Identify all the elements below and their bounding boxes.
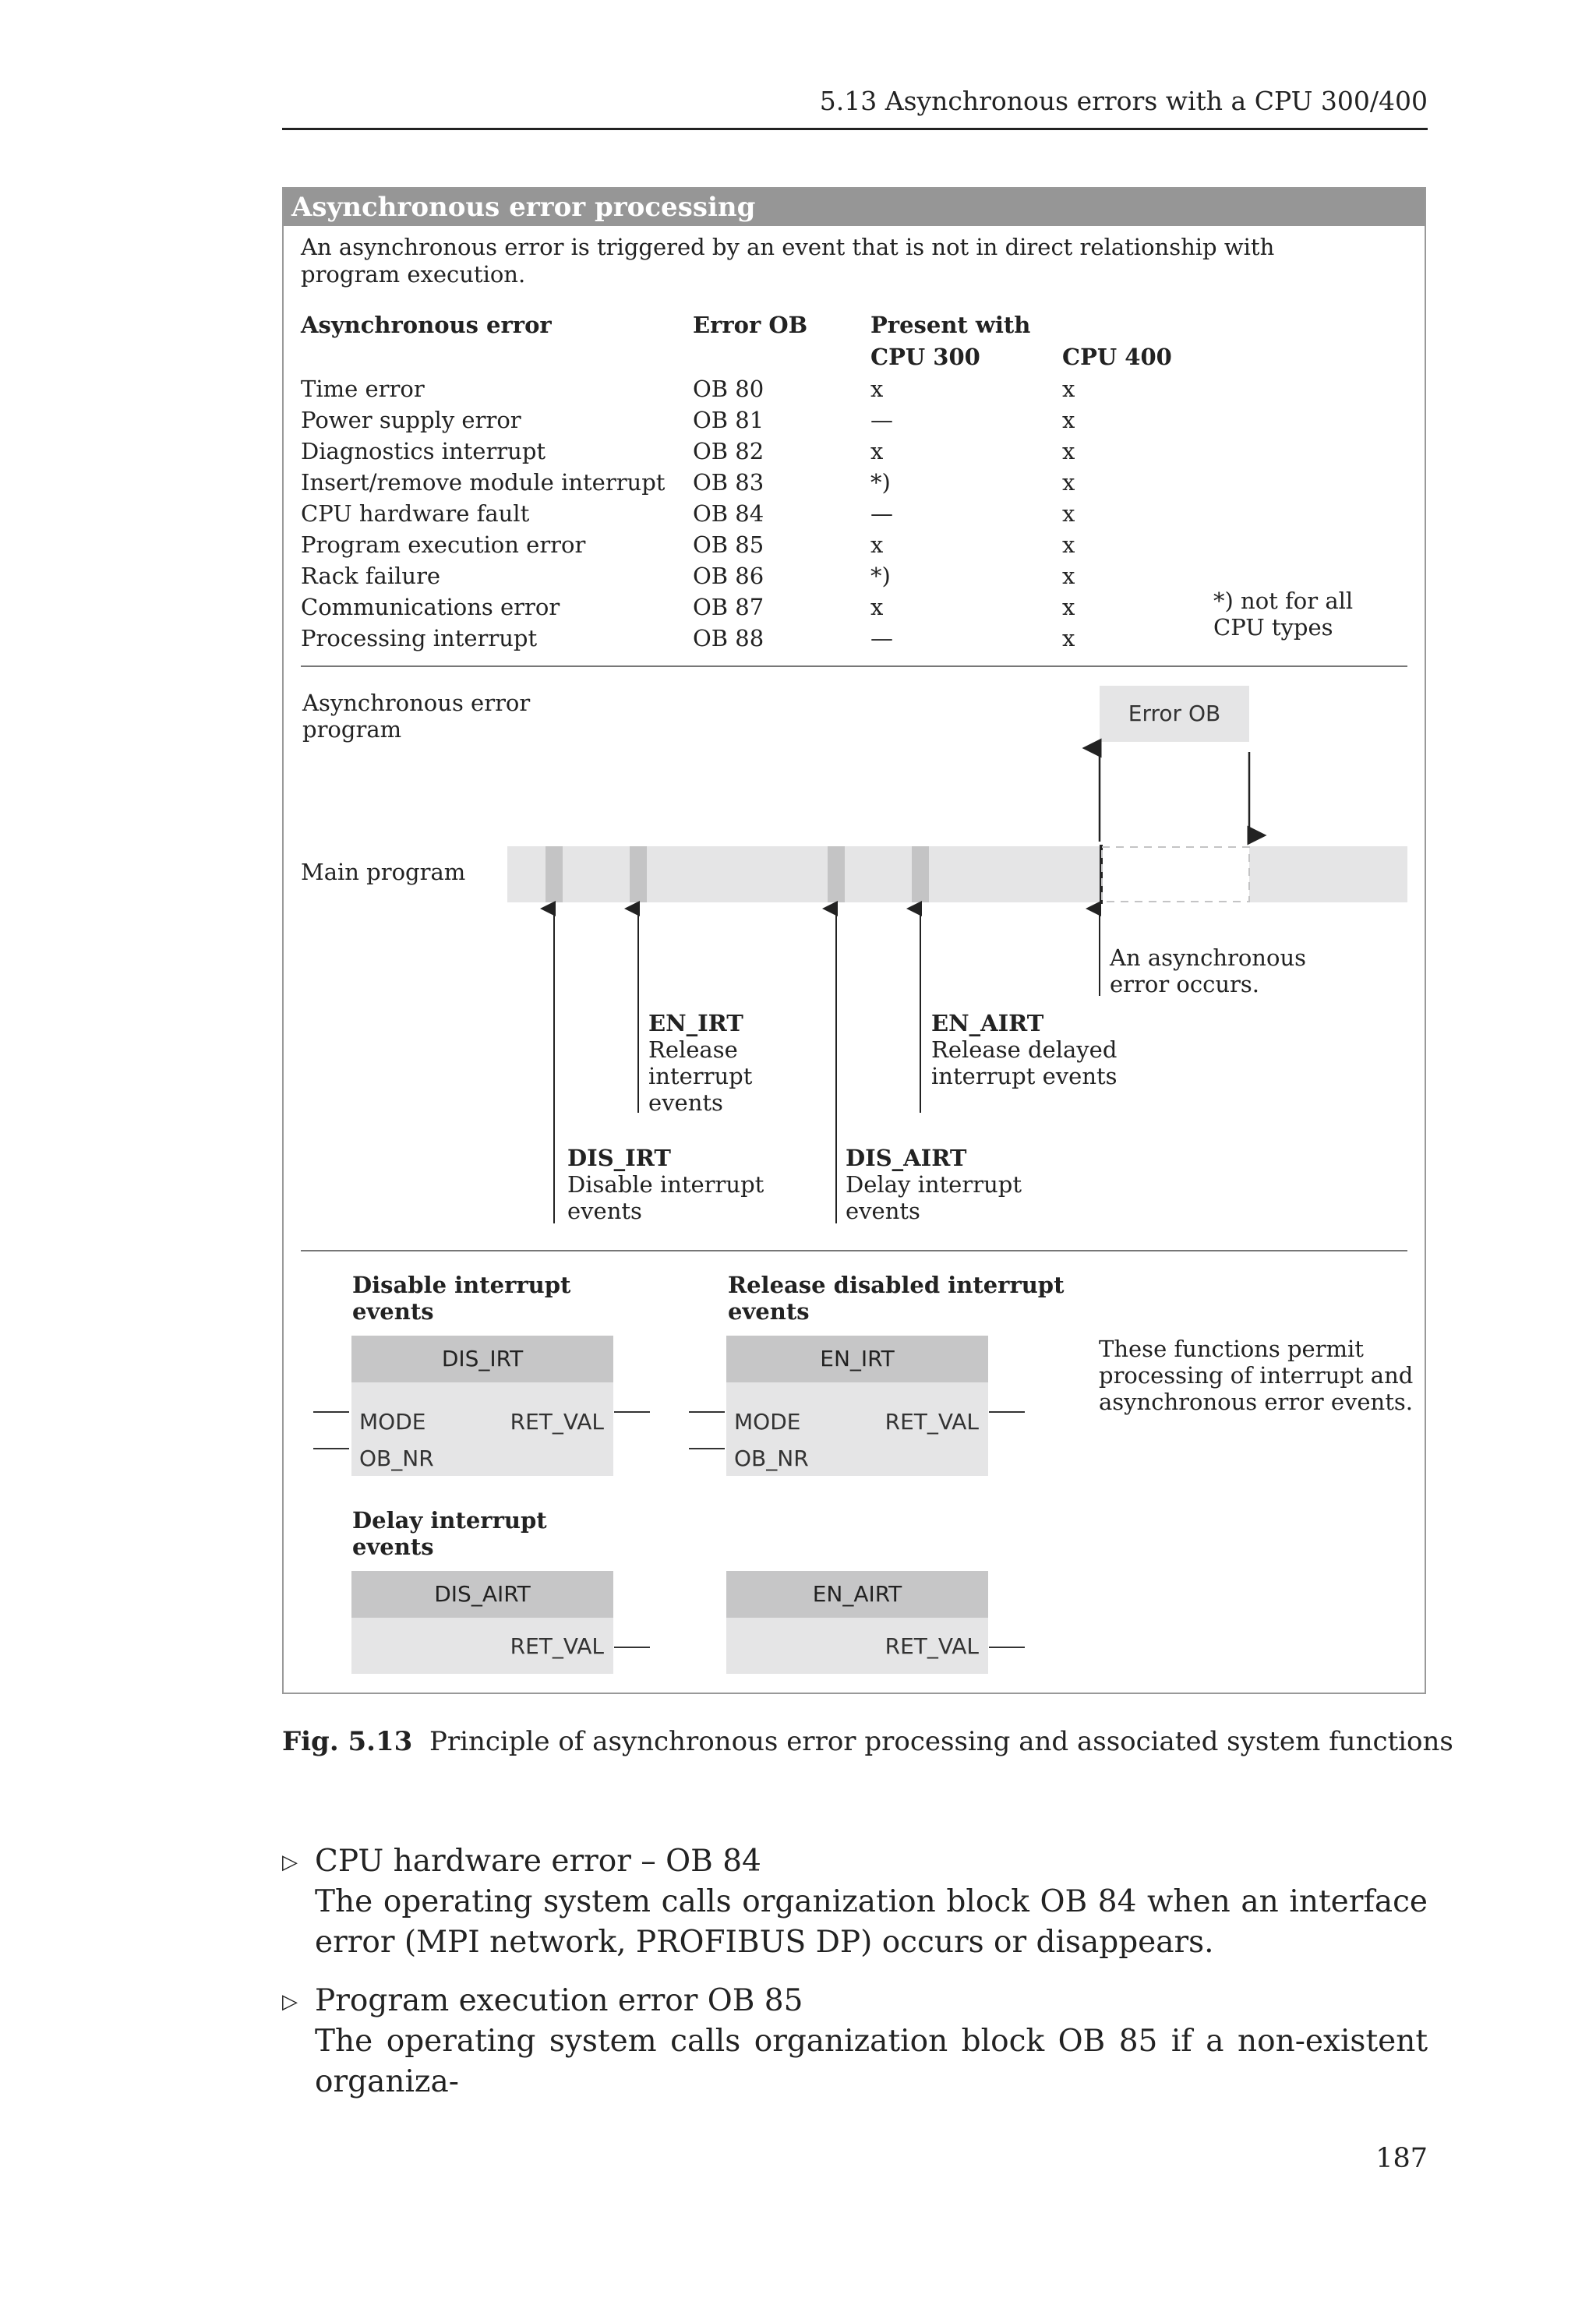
pin-line	[313, 1411, 349, 1413]
col-header-ob: Error OB	[693, 312, 808, 338]
row-ob: OB 82	[693, 438, 764, 464]
en-irt-pin-ret-val: RET_VAL	[885, 1409, 979, 1435]
bullet-head: CPU hardware error – OB 84	[315, 1844, 761, 1879]
dis-irt-pin-mode: MODE	[359, 1409, 426, 1435]
pin-line	[614, 1411, 650, 1413]
pin-line	[689, 1411, 725, 1413]
row-ob: OB 84	[693, 500, 764, 527]
figure-caption	[282, 1726, 1453, 1757]
row-error: Insert/remove module interrupt	[301, 469, 666, 496]
en-irt-desc: Release interrupt events	[648, 1036, 753, 1116]
row-error: Rack failure	[301, 563, 441, 589]
pin-line	[313, 1448, 349, 1449]
row-cpu300: *)	[870, 469, 891, 496]
en-airt-block	[726, 1571, 988, 1674]
col-header-cpu300: CPU 300	[870, 344, 980, 370]
row-cpu300: —	[870, 500, 893, 527]
dis-airt-block	[351, 1571, 613, 1674]
row-cpu400: x	[1062, 594, 1075, 620]
caption-text: Principle of asynchronous error processing and associated system functions	[429, 1726, 1453, 1757]
en-irt-pin-ob-nr: OB_NR	[734, 1446, 809, 1471]
dis-irt-block-name: DIS_IRT	[351, 1336, 613, 1382]
row-cpu300: *)	[870, 563, 891, 589]
bullet-item	[282, 1981, 1428, 2102]
table-footnote: *) not for all CPU types	[1213, 588, 1354, 641]
col-header-error: Asynchronous error	[301, 312, 552, 338]
en-irt-name: EN_IRT	[648, 1010, 743, 1036]
row-cpu300: x	[870, 531, 884, 558]
bullet-body: The operating system calls organization block OB 84 when an interface error (MPI network, PROFIBUS DP) occurs or disappears.	[315, 1884, 1428, 1960]
figure-title: Asynchronous error processing	[291, 192, 756, 223]
row-cpu400: x	[1062, 563, 1075, 589]
row-error: Diagnostics interrupt	[301, 438, 546, 464]
dis-irt-block	[351, 1336, 613, 1476]
en-irt-label	[648, 1010, 804, 1116]
en-airt-name: EN_AIRT	[931, 1010, 1044, 1036]
dis-airt-label	[846, 1145, 1048, 1224]
dis-irt-pin-ob-nr: OB_NR	[359, 1446, 434, 1471]
bullet-head: Program execution error OB 85	[315, 1983, 803, 2018]
row-cpu400: x	[1062, 625, 1075, 651]
en-irt-block-name: EN_IRT	[726, 1336, 988, 1382]
en-irt-pin-mode: MODE	[734, 1409, 801, 1435]
pin-line	[614, 1647, 650, 1648]
release-heading: Release disabled interrupt events	[728, 1272, 1065, 1325]
en-airt-label	[931, 1010, 1118, 1089]
figure-intro: An asynchronous error is triggered by an event that is not in direct relationship with program execution.	[301, 234, 1275, 288]
row-ob: OB 88	[693, 625, 764, 651]
bullet-body: The operating system calls organization block OB 85 if a non-existent organiza-	[315, 2024, 1428, 2099]
row-cpu300: x	[870, 438, 884, 464]
row-error: Processing interrupt	[301, 625, 538, 651]
row-error: Power supply error	[301, 407, 521, 433]
row-ob: OB 83	[693, 469, 764, 496]
dis-irt-desc: Disable interrupt events	[567, 1171, 764, 1224]
en-airt-pin-ret-val: RET_VAL	[885, 1633, 979, 1659]
page-number: 187	[1375, 2143, 1428, 2174]
async-occurs-label: An asynchronous error occurs.	[1110, 944, 1307, 997]
row-cpu400: x	[1062, 376, 1075, 402]
pin-line	[989, 1647, 1025, 1648]
row-cpu400: x	[1062, 531, 1075, 558]
dis-airt-name: DIS_AIRT	[846, 1145, 967, 1171]
row-cpu300: —	[870, 407, 893, 433]
interrupted-area	[1102, 847, 1249, 902]
row-error: CPU hardware fault	[301, 500, 530, 527]
col-header-cpu400: CPU 400	[1062, 344, 1172, 370]
dis-airt-pin-ret-val: RET_VAL	[510, 1633, 604, 1659]
dis-irt-pin-ret-val: RET_VAL	[510, 1409, 604, 1435]
row-cpu400: x	[1062, 438, 1075, 464]
row-ob: OB 86	[693, 563, 764, 589]
row-error: Program execution error	[301, 531, 586, 558]
row-ob: OB 87	[693, 594, 764, 620]
async-program-label: Asynchronous error program	[302, 690, 531, 743]
en-irt-block	[726, 1336, 988, 1476]
row-ob: OB 81	[693, 407, 764, 433]
row-cpu400: x	[1062, 469, 1075, 496]
error-ob-box: Error OB	[1100, 686, 1249, 742]
dis-airt-desc: Delay interrupt events	[846, 1171, 1022, 1224]
row-ob: OB 80	[693, 376, 764, 402]
row-cpu300: x	[870, 594, 884, 620]
dis-airt-block-name: DIS_AIRT	[351, 1571, 613, 1618]
diagram-divider	[301, 1250, 1407, 1251]
bullet-marker: ▷	[282, 1851, 298, 1874]
disable-heading: Disable interrupt events	[352, 1272, 571, 1325]
row-cpu400: x	[1062, 407, 1075, 433]
row-error: Communications error	[301, 594, 560, 620]
en-airt-block-name: EN_AIRT	[726, 1571, 988, 1618]
main-program-label: Main program	[301, 859, 466, 885]
pin-line	[989, 1411, 1025, 1413]
col-header-present: Present with	[870, 312, 1031, 338]
functions-note: These functions permit processing of interrupt and asynchronous error events.	[1099, 1336, 1414, 1415]
row-error: Time error	[301, 376, 425, 402]
row-ob: OB 85	[693, 531, 764, 558]
running-head: 5.13 Asynchronous errors with a CPU 300/400	[819, 86, 1428, 116]
delay-heading: Delay interrupt events	[352, 1507, 547, 1560]
dis-irt-label	[567, 1145, 786, 1224]
row-cpu300: x	[870, 376, 884, 402]
row-cpu400: x	[1062, 500, 1075, 527]
en-airt-desc: Release delayed interrupt events	[931, 1036, 1118, 1089]
bullet-marker: ▷	[282, 1990, 298, 2014]
bullet-item	[282, 1841, 1428, 1963]
caption-label: Fig. 5.13	[282, 1726, 413, 1757]
dis-irt-name: DIS_IRT	[567, 1145, 671, 1171]
pin-line	[689, 1448, 725, 1449]
row-cpu300: —	[870, 625, 893, 651]
